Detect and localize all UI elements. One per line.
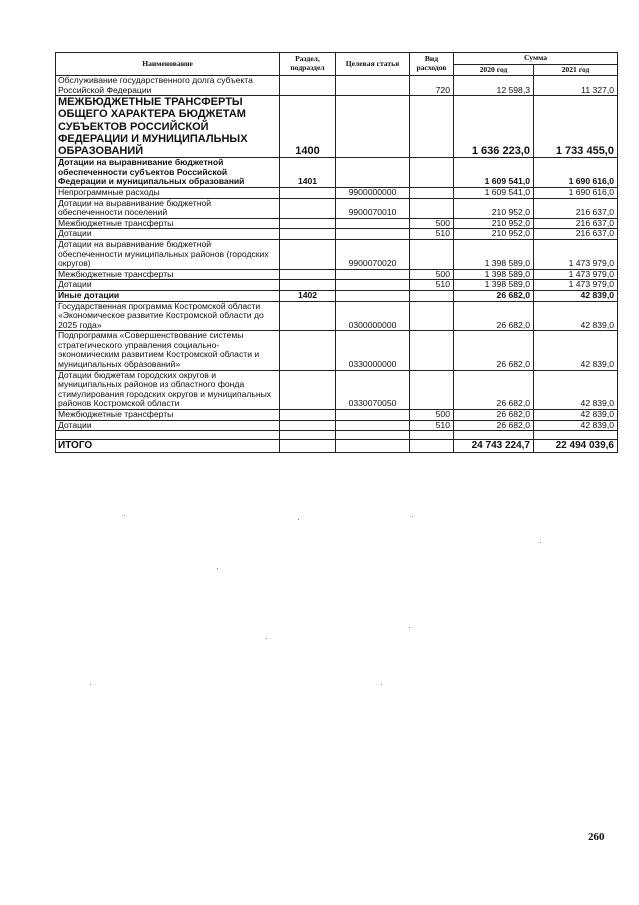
cell-y2020: 26 682,0 bbox=[454, 331, 534, 370]
cell-name: Обслуживание государственного долга субъекта Российской Федерации bbox=[56, 76, 280, 96]
cell-target: 0330000000 bbox=[336, 331, 410, 370]
cell-target bbox=[336, 431, 410, 440]
cell-y2021: 216 637,0 bbox=[534, 198, 618, 218]
table-row bbox=[56, 331, 618, 370]
table-row bbox=[56, 158, 618, 188]
cell-name: Межбюджетные трансферты bbox=[56, 269, 280, 280]
cell-name: Межбюджетные трансферты bbox=[56, 218, 280, 229]
scan-speck bbox=[381, 684, 382, 685]
cell-name bbox=[56, 431, 280, 440]
cell-kind bbox=[410, 158, 454, 188]
cell-target bbox=[336, 280, 410, 291]
cell-section bbox=[280, 370, 336, 409]
cell-name: Государственная программа Костромской области «Экономическое развитие Костромской области до 2025 года» bbox=[56, 301, 280, 331]
cell-y2021: 1 690 616,0 bbox=[534, 158, 618, 188]
cell-y2021: 42 839,0 bbox=[534, 331, 618, 370]
page-number: 260 bbox=[588, 831, 605, 843]
cell-kind bbox=[410, 301, 454, 331]
cell-section bbox=[280, 331, 336, 370]
cell-kind: 720 bbox=[410, 76, 454, 96]
cell-y2021: 216 637,0 bbox=[534, 218, 618, 229]
total-row bbox=[56, 440, 618, 453]
cell-y2020: 210 952,0 bbox=[454, 218, 534, 229]
cell-target bbox=[336, 410, 410, 421]
cell-target bbox=[336, 440, 410, 453]
cell-y2020: 1 398 589,0 bbox=[454, 239, 534, 269]
cell-section bbox=[280, 301, 336, 331]
cell-y2021: 1 473 979,0 bbox=[534, 239, 618, 269]
cell-kind bbox=[410, 431, 454, 440]
table-row bbox=[56, 290, 618, 301]
cell-y2020: 1 636 223,0 bbox=[454, 96, 534, 158]
table-row bbox=[56, 187, 618, 198]
cell-y2021: 1 690 616,0 bbox=[534, 187, 618, 198]
scan-speck bbox=[298, 519, 299, 520]
cell-kind bbox=[410, 440, 454, 453]
table-row bbox=[56, 76, 618, 96]
table-row bbox=[56, 239, 618, 269]
header-year-2021: 2021 год bbox=[534, 65, 618, 76]
cell-y2021: 216 637,0 bbox=[534, 229, 618, 240]
cell-y2021: 42 839,0 bbox=[534, 290, 618, 301]
scan-speck bbox=[90, 684, 91, 685]
cell-y2020: 12 598,3 bbox=[454, 76, 534, 96]
table-row bbox=[56, 96, 618, 158]
cell-name: Дотации бюджетам городских округов и муниципальных районов из областного фонда стимулирования городских округов и муниципальных районов Костромской области bbox=[56, 370, 280, 409]
cell-y2020: 26 682,0 bbox=[454, 370, 534, 409]
cell-name: Дотации на выравнивание бюджетной обеспеченности муниципальных районов (городских округов) bbox=[56, 239, 280, 269]
cell-y2020: 1 609 541,0 bbox=[454, 158, 534, 188]
cell-name: Дотации bbox=[56, 280, 280, 291]
cell-section bbox=[280, 269, 336, 280]
cell-y2020: 210 952,0 bbox=[454, 229, 534, 240]
cell-y2021 bbox=[534, 431, 618, 440]
cell-target: 9900070020 bbox=[336, 239, 410, 269]
cell-kind: 500 bbox=[410, 410, 454, 421]
header-year-2020: 2020 год bbox=[454, 65, 534, 76]
cell-y2021: 11 327,0 bbox=[534, 76, 618, 96]
table-header bbox=[56, 53, 618, 76]
cell-y2021: 42 839,0 bbox=[534, 410, 618, 421]
cell-target bbox=[336, 269, 410, 280]
cell-y2020: 26 682,0 bbox=[454, 410, 534, 421]
scan-speck bbox=[217, 568, 218, 569]
cell-kind bbox=[410, 198, 454, 218]
cell-section bbox=[280, 431, 336, 440]
scan-speck bbox=[124, 515, 125, 516]
cell-section bbox=[280, 76, 336, 96]
cell-y2020: 26 682,0 bbox=[454, 420, 534, 431]
cell-name: Непрограммные расходы bbox=[56, 187, 280, 198]
cell-section bbox=[280, 420, 336, 431]
cell-y2020 bbox=[454, 431, 534, 440]
cell-target: 9900070010 bbox=[336, 198, 410, 218]
cell-y2021: 42 839,0 bbox=[534, 301, 618, 331]
table-row bbox=[56, 370, 618, 409]
cell-section: 1402 bbox=[280, 290, 336, 301]
cell-name: Дотации на выравнивание бюджетной обеспеченности поселений bbox=[56, 198, 280, 218]
cell-y2021: 1 473 979,0 bbox=[534, 280, 618, 291]
cell-y2020: 26 682,0 bbox=[454, 290, 534, 301]
cell-name: Межбюджетные трансферты bbox=[56, 410, 280, 421]
scan-speck bbox=[540, 542, 541, 543]
cell-name: МЕЖБЮДЖЕТНЫЕ ТРАНСФЕРТЫ ОБЩЕГО ХАРАКТЕРА БЮДЖЕТАМ СУБЪЕКТОВ РОССИЙСКОЙ ФЕДЕРАЦИИ И МУНИЦИПАЛЬНЫХ ОБРАЗОВАНИЙ bbox=[56, 96, 280, 158]
cell-y2021: 42 839,0 bbox=[534, 420, 618, 431]
cell-target bbox=[336, 158, 410, 188]
cell-section bbox=[280, 410, 336, 421]
cell-name: Дотации bbox=[56, 229, 280, 240]
cell-target: 0330070050 bbox=[336, 370, 410, 409]
table-row bbox=[56, 229, 618, 240]
table-row bbox=[56, 269, 618, 280]
header-target: Целевая статья bbox=[336, 53, 410, 76]
cell-kind: 510 bbox=[410, 229, 454, 240]
cell-target bbox=[336, 218, 410, 229]
cell-kind: 510 bbox=[410, 280, 454, 291]
cell-target: 0300000000 bbox=[336, 301, 410, 331]
table-row bbox=[56, 280, 618, 291]
header-section: Раздел, подраздел bbox=[280, 53, 336, 76]
cell-section bbox=[280, 218, 336, 229]
cell-kind bbox=[410, 187, 454, 198]
scan-speck bbox=[409, 627, 410, 628]
cell-y2020: 1 398 589,0 bbox=[454, 280, 534, 291]
table-body bbox=[56, 76, 618, 453]
header-sum: Сумма bbox=[454, 53, 618, 65]
scan-speck bbox=[266, 638, 267, 639]
table-row bbox=[56, 218, 618, 229]
cell-kind: 500 bbox=[410, 269, 454, 280]
cell-kind bbox=[410, 96, 454, 158]
cell-y2021: 42 839,0 bbox=[534, 370, 618, 409]
cell-y2021: 22 494 039,6 bbox=[534, 440, 618, 453]
cell-section bbox=[280, 239, 336, 269]
cell-kind: 500 bbox=[410, 218, 454, 229]
table-row bbox=[56, 431, 618, 440]
cell-y2020: 1 398 589,0 bbox=[454, 269, 534, 280]
cell-kind bbox=[410, 331, 454, 370]
table-row bbox=[56, 410, 618, 421]
cell-kind bbox=[410, 239, 454, 269]
cell-y2020: 24 743 224,7 bbox=[454, 440, 534, 453]
budget-table bbox=[55, 52, 618, 453]
header-kind: Вид расходов bbox=[410, 53, 454, 76]
table-row bbox=[56, 301, 618, 331]
table-row bbox=[56, 198, 618, 218]
cell-kind bbox=[410, 290, 454, 301]
scan-speck bbox=[412, 516, 413, 517]
cell-name: ИТОГО bbox=[56, 440, 280, 453]
cell-section bbox=[280, 229, 336, 240]
cell-y2020: 26 682,0 bbox=[454, 301, 534, 331]
cell-section: 1400 bbox=[280, 96, 336, 158]
cell-section: 1401 bbox=[280, 158, 336, 188]
cell-name: Иные дотации bbox=[56, 290, 280, 301]
cell-kind: 510 bbox=[410, 420, 454, 431]
cell-target bbox=[336, 420, 410, 431]
cell-y2020: 210 952,0 bbox=[454, 198, 534, 218]
cell-y2020: 1 609 541,0 bbox=[454, 187, 534, 198]
table-row bbox=[56, 420, 618, 431]
cell-section bbox=[280, 280, 336, 291]
cell-target bbox=[336, 229, 410, 240]
cell-y2021: 1 473 979,0 bbox=[534, 269, 618, 280]
cell-target bbox=[336, 290, 410, 301]
header-name: Наименование bbox=[56, 53, 280, 76]
cell-name: Подпрограмма «Совершенствование системы стратегического управления социально-экономическим развитием Костромской области и муниципальных образований» bbox=[56, 331, 280, 370]
cell-kind bbox=[410, 370, 454, 409]
cell-target bbox=[336, 96, 410, 158]
cell-section bbox=[280, 440, 336, 453]
cell-y2021: 1 733 455,0 bbox=[534, 96, 618, 158]
cell-name: Дотации bbox=[56, 420, 280, 431]
cell-section bbox=[280, 187, 336, 198]
cell-name: Дотации на выравнивание бюджетной обеспеченности субъектов Российской Федерации и муниципальных образований bbox=[56, 158, 280, 188]
cell-target bbox=[336, 76, 410, 96]
cell-target: 9900000000 bbox=[336, 187, 410, 198]
cell-section bbox=[280, 198, 336, 218]
